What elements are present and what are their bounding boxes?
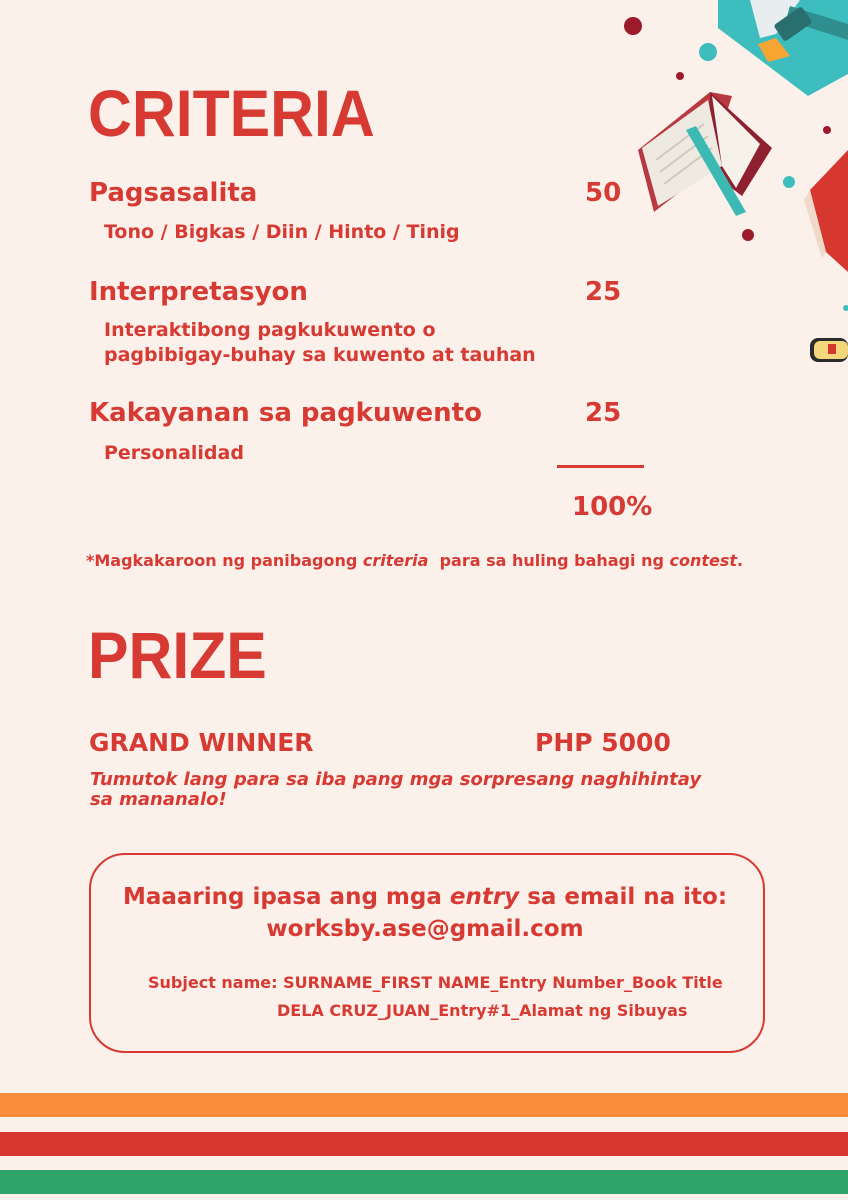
submission-instruction	[89, 884, 761, 910]
criterion-score: 25	[585, 277, 622, 307]
criteria-heading: CRITERIA	[88, 76, 375, 150]
confetti-dot	[676, 72, 684, 80]
confetti-dot	[843, 305, 848, 311]
criteria-note	[86, 551, 743, 570]
prize-amount: PHP 5000	[535, 728, 671, 757]
prize-subtext: sa mananalo!	[90, 789, 227, 810]
criterion-title: Pagsasalita	[89, 178, 258, 208]
confetti-dot	[699, 43, 717, 61]
stripe-red	[0, 1132, 848, 1156]
criterion-score: 25	[585, 398, 622, 428]
criterion-description: Personalidad	[104, 442, 244, 464]
confetti-dot	[624, 17, 642, 35]
submission-box	[89, 853, 765, 1053]
subject-example: DELA CRUZ_JUAN_Entry#1_Alamat ng Sibuyas	[277, 1001, 688, 1020]
book-stack-icon	[804, 150, 848, 362]
criterion-score: 50	[585, 178, 622, 208]
prize-heading: PRIZE	[88, 618, 267, 692]
closed-book-icon	[718, 0, 848, 96]
confetti-dot	[823, 126, 831, 134]
note-text: *Magkakaroon ng panibagong	[86, 551, 363, 570]
criterion-title: Kakayanan sa pagkuwento	[89, 398, 482, 428]
criterion-title: Interpretasyon	[89, 277, 308, 307]
book-decoration-cluster	[600, 0, 848, 380]
prize-label: GRAND WINNER	[89, 728, 314, 757]
criteria-total: 100%	[572, 492, 653, 522]
instruction-text: Maaaring ipasa ang mga	[122, 884, 450, 910]
instruction-text: sa email na ito:	[519, 884, 728, 910]
confetti-dot	[783, 176, 795, 188]
open-book-icon	[638, 92, 772, 216]
note-text: .	[737, 551, 744, 570]
stripe-green	[0, 1170, 848, 1194]
note-emphasis: criteria	[362, 551, 429, 570]
note-emphasis: contest	[669, 551, 738, 570]
note-text: para sa huling bahagi ng	[428, 551, 670, 570]
submission-email-link[interactable]: worksby.ase@gmail.com	[266, 916, 584, 942]
criterion-description: Interaktibong pagkukuwento o	[104, 319, 436, 341]
criterion-description: pagbibigay-buhay sa kuwento at tauhan	[104, 344, 536, 366]
confetti-dot	[742, 229, 754, 241]
stripe-orange	[0, 1093, 848, 1117]
criterion-description: Tono / Bigkas / Diin / Hinto / Tinig	[104, 221, 460, 243]
prize-subtext: Tumutok lang para sa iba pang mga sorpresang naghihintay	[90, 769, 702, 790]
subject-format: Subject name: SURNAME_FIRST NAME_Entry Number_Book Title	[148, 973, 723, 992]
instruction-emphasis: entry	[449, 884, 520, 910]
total-divider	[557, 465, 644, 468]
